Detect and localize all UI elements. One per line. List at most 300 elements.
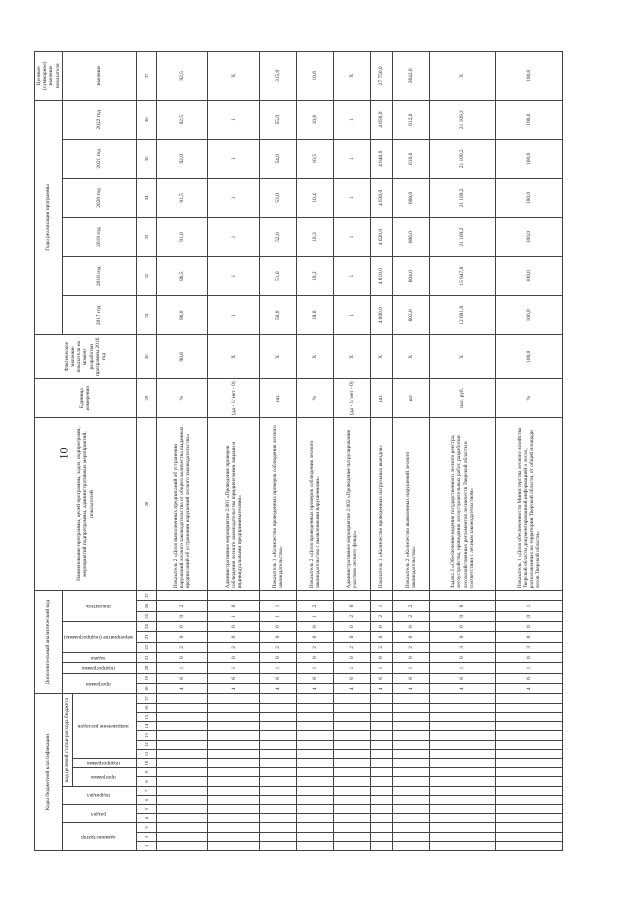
code-cell: 6 <box>208 673 260 683</box>
kbk-cell <box>156 749 208 758</box>
kbk-cell <box>260 786 297 795</box>
code-cell: 2 <box>392 601 429 611</box>
row-year-value: 100,0 <box>496 100 563 139</box>
year-2020-header: 2020 год <box>62 178 136 217</box>
kbk-cell <box>260 703 297 712</box>
kbk-cell <box>392 777 429 786</box>
row-name: Показатель 1 «Количество проведенных проверок соблюдения лесного законодательства» <box>260 418 297 591</box>
index-cell: 33 <box>136 218 156 257</box>
code-cell: 1 <box>370 601 392 611</box>
kbk-cell <box>156 768 208 777</box>
row-fact-value: Х <box>333 335 370 379</box>
kbk-cell <box>392 786 429 795</box>
code-cell: 0 <box>392 653 429 663</box>
code-cell: 3 <box>496 642 563 652</box>
kbk-cell <box>208 823 260 832</box>
kbk-cell <box>496 749 563 758</box>
index-cell: 36 <box>136 100 156 139</box>
kbk-cell <box>297 786 334 795</box>
kbk-cell <box>297 832 334 841</box>
code-cell: 1 <box>392 663 429 673</box>
kbk-cell <box>297 758 334 767</box>
kbk-cell <box>333 740 370 749</box>
code-cell: 4 <box>392 684 429 694</box>
code-cell: 4 <box>260 684 297 694</box>
kbk-cell <box>208 841 260 850</box>
index-cell: 37 <box>136 52 156 101</box>
kbk-cell <box>370 740 392 749</box>
kbk-cell <box>208 786 260 795</box>
index-cell: 15 <box>136 712 156 721</box>
kbk-cell <box>370 795 392 804</box>
kbk-cell <box>429 722 496 731</box>
row-target-value: 27 750,0 <box>370 52 392 101</box>
code-cell: 4 <box>333 684 370 694</box>
kbk-cell <box>297 749 334 758</box>
code-cell: 0 <box>429 653 496 663</box>
index-cell: 8 <box>136 777 156 786</box>
kbk-cell <box>156 740 208 749</box>
header-row-1 <box>35 52 63 851</box>
podprogramma-header: подпрограмма <box>73 758 137 767</box>
kbk-cell <box>333 814 370 823</box>
code-cell: 4 <box>496 684 563 694</box>
kbk-cell <box>156 814 208 823</box>
kbk-cell <box>496 777 563 786</box>
kbk-cell <box>429 814 496 823</box>
kbk-cell <box>333 786 370 795</box>
kbk-cell <box>333 832 370 841</box>
kbk-cell <box>370 731 392 740</box>
code-cell: 1 <box>260 663 297 673</box>
kbk-cell <box>297 768 334 777</box>
kbk-cell <box>260 758 297 767</box>
kbk-cell <box>496 814 563 823</box>
row-unit: (да - 1/ нет - 0) <box>208 379 260 418</box>
index-cell: 4 <box>136 814 156 823</box>
index-cell: 2 <box>136 832 156 841</box>
table-row <box>260 52 297 851</box>
kbk-cell <box>429 786 496 795</box>
row-year-value: 52,0 <box>260 218 297 257</box>
kbk-cell <box>496 841 563 850</box>
code-cell: 2 <box>392 611 429 621</box>
code-cell: 6 <box>260 673 297 683</box>
kbk-cell <box>156 795 208 804</box>
row-target-value: Х <box>208 52 260 101</box>
kbk-cell <box>333 758 370 767</box>
row-target-value: 92,5 <box>156 52 208 101</box>
code-cell: 0 <box>370 621 392 631</box>
kbk-cell <box>429 712 496 721</box>
table-row <box>156 52 208 851</box>
index-cell: 6 <box>136 795 156 804</box>
kbk-cell <box>392 758 429 767</box>
code-cell: 6 <box>429 673 496 683</box>
index-cell: 31 <box>136 296 156 335</box>
row-year-value: 53,0 <box>260 178 297 217</box>
index-cell: 3 <box>136 823 156 832</box>
code-cell <box>392 590 429 600</box>
kbk-cell <box>260 814 297 823</box>
code-cell: 0 <box>208 601 260 611</box>
table-row <box>429 52 496 851</box>
code-cell: 4 <box>297 684 334 694</box>
row-fact-value: Х <box>260 335 297 379</box>
row-year-value: 18,0 <box>297 296 334 335</box>
code-cell: 0 <box>208 621 260 631</box>
kbk-cell <box>156 841 208 850</box>
kbk-cell <box>297 823 334 832</box>
code-cell: 1 <box>260 611 297 621</box>
row-fact-value: Х <box>392 335 429 379</box>
index-cell: 28 <box>136 418 156 591</box>
napravlenie-header: направление расходов <box>73 694 137 759</box>
row-fact-value: Х <box>208 335 260 379</box>
index-cell: 7 <box>136 786 156 795</box>
kbk-cell <box>208 722 260 731</box>
kbk-cell <box>208 740 260 749</box>
code-cell: 6 <box>156 673 208 683</box>
code-cell: 2 <box>297 601 334 611</box>
kbk-cell <box>208 814 260 823</box>
row-unit: тыс. руб. <box>429 379 496 418</box>
kbk-cell <box>297 703 334 712</box>
kbk-cell <box>156 777 208 786</box>
kbk-cell <box>156 832 208 841</box>
kbk-cell <box>208 832 260 841</box>
code-cell: 0 <box>297 621 334 631</box>
code-cell: 1 <box>496 663 563 673</box>
kbk-cell <box>297 841 334 850</box>
kbk-cell <box>156 712 208 721</box>
kbk-cell <box>333 768 370 777</box>
index-row <box>136 52 156 851</box>
index-cell: 20 <box>136 663 156 673</box>
code-cell <box>208 590 260 600</box>
index-cell: 17 <box>136 694 156 703</box>
code-cell: 2 <box>297 642 334 652</box>
row-year-value: 100,0 <box>496 178 563 217</box>
code-cell: 2 <box>208 642 260 652</box>
kbk-cell <box>156 804 208 813</box>
index-cell: 19 <box>136 673 156 683</box>
row-year-value: 92,5 <box>156 100 208 139</box>
code-cell: 6 <box>496 673 563 683</box>
kbk-cell <box>429 731 496 740</box>
kbk-cell <box>496 823 563 832</box>
row-fact-value: 90,6 <box>156 335 208 379</box>
kbk-cell <box>208 758 260 767</box>
row-year-value: 1 <box>208 218 260 257</box>
kbk-cell <box>208 703 260 712</box>
kbk-cell <box>429 703 496 712</box>
dop-code-group-header: Дополнительный аналитический код <box>35 590 63 694</box>
code-cell: 0 <box>392 621 429 631</box>
kbk-cell <box>208 731 260 740</box>
index-cell: 23 <box>136 632 156 642</box>
row-unit: % <box>496 379 563 418</box>
fact-column-header: Фактическое значение показателя на момент разработки программы 2016 год <box>35 335 137 379</box>
code-cell: 1 <box>297 663 334 673</box>
kbk-cell <box>333 712 370 721</box>
row-year-value: 21 109,2 <box>429 139 496 178</box>
code-cell: 0 <box>333 632 370 642</box>
row-year-value: 608,0 <box>392 178 429 217</box>
rotated-sheet <box>34 51 554 851</box>
code-cell: 4 <box>370 684 392 694</box>
row-unit: (да - 1/ нет - 0) <box>333 379 370 418</box>
kbk-cell <box>208 804 260 813</box>
kbk-cell <box>392 694 429 703</box>
programma-header: программа <box>73 768 137 786</box>
row-name: Показатель 2 «Доля проведенных проверок соблюдения лесного законодательства с выявленными нарушениями» <box>297 418 334 591</box>
kbk-cell <box>297 804 334 813</box>
kbk-cell <box>370 722 392 731</box>
row-unit: шт. <box>370 379 392 418</box>
kbk-cell <box>333 703 370 712</box>
row-year-value: 51,0 <box>260 257 297 296</box>
row-year-value: 54,0 <box>260 139 297 178</box>
kbk-cell <box>260 832 297 841</box>
admin-header: администратор <box>62 823 136 851</box>
row-year-value: 606,0 <box>392 218 429 257</box>
row-unit: шт <box>392 379 429 418</box>
code-cell: 1 <box>370 663 392 673</box>
row-name: Показатель 1 «Количество проведенных патрульных выездов» <box>370 418 392 591</box>
code-cell <box>496 590 563 600</box>
row-name: Показатель 2 «Количество выявленных нарушений лесного законодательства» <box>392 418 429 591</box>
index-cell: 24 <box>136 621 156 631</box>
code-cell: 0 <box>297 653 334 663</box>
kbk-cell <box>429 841 496 850</box>
code-cell: 0 <box>208 632 260 642</box>
code-cell: 0 <box>260 632 297 642</box>
row-year-value: 100,0 <box>496 296 563 335</box>
row-year-value: 4 620,0 <box>370 218 392 257</box>
program-table <box>34 51 563 851</box>
row-target-value: 10,6 <box>297 52 334 101</box>
kbk-cell <box>370 758 392 767</box>
index-cell: 21 <box>136 653 156 663</box>
row-year-value: 12 691,8 <box>429 296 496 335</box>
row-year-value: 1 <box>333 218 370 257</box>
kbk-cell <box>297 795 334 804</box>
code-cell: 0 <box>496 632 563 642</box>
dop-zadacha-header: задача <box>62 653 136 663</box>
code-cell: 0 <box>496 611 563 621</box>
code-cell: 2 <box>333 611 370 621</box>
kbk-cell <box>392 731 429 740</box>
row-year-value: 1 <box>333 139 370 178</box>
kbk-cell <box>260 804 297 813</box>
row-year-value: 10,6 <box>297 100 334 139</box>
kbk-cell <box>156 823 208 832</box>
row-fact-value: Х <box>370 335 392 379</box>
dop-programma-header: программа <box>62 673 136 694</box>
kbk-cell <box>260 768 297 777</box>
kbk-cell <box>392 712 429 721</box>
row-year-value: 1 <box>333 100 370 139</box>
kbk-cell <box>370 768 392 777</box>
row-year-value: 21 109,2 <box>429 178 496 217</box>
dop-meropriyatie-header: мероприятие (подпрограммы) <box>62 621 136 652</box>
code-cell: 0 <box>496 621 563 631</box>
kbk-cell <box>370 703 392 712</box>
code-cell: 0 <box>156 611 208 621</box>
table-row <box>208 52 260 851</box>
code-cell: 0 <box>496 653 563 663</box>
row-fact-value: Х <box>297 335 334 379</box>
code-cell <box>333 590 370 600</box>
code-cell: 1 <box>156 663 208 673</box>
row-year-value: 90,0 <box>156 296 208 335</box>
kbk-cell <box>333 777 370 786</box>
row-unit: % <box>297 379 334 418</box>
kbk-cell <box>208 768 260 777</box>
index-cell: 11 <box>136 749 156 758</box>
kbk-cell <box>333 722 370 731</box>
kbk-cell <box>496 804 563 813</box>
row-fact-value: Х <box>429 335 496 379</box>
code-cell: 0 <box>429 611 496 621</box>
row-unit: шт. <box>260 379 297 418</box>
code-cell: 2 <box>156 601 208 611</box>
table-row <box>392 52 429 851</box>
code-cell: 0 <box>429 601 496 611</box>
dop-podprogramma-header: подпрограмма <box>62 663 136 673</box>
code-cell: 0 <box>370 632 392 642</box>
row-year-value: 610,0 <box>392 139 429 178</box>
years-group-header: Годы реализации программы <box>35 100 63 335</box>
code-cell: 0 <box>156 653 208 663</box>
row-year-value: 604,0 <box>392 257 429 296</box>
row-year-value: 602,0 <box>392 296 429 335</box>
kbk-cell <box>496 758 563 767</box>
kbk-cell <box>496 768 563 777</box>
row-name: Показатель 1 «Доля обеспеченности Министерства лесного хозяйства Тверской области документированной информацией о лесах, расположенных на территории Тверской области, от общей площади лесов Тверской области» <box>496 418 563 591</box>
kbk-cell <box>260 694 297 703</box>
row-target-value: Х <box>333 52 370 101</box>
kbk-cell <box>429 832 496 841</box>
row-year-value: 4 630,0 <box>370 178 392 217</box>
code-cell: 0 <box>156 621 208 631</box>
code-cell: 0 <box>333 621 370 631</box>
kbk-cell <box>392 795 429 804</box>
index-cell: 9 <box>136 768 156 777</box>
code-cell: 6 <box>370 673 392 683</box>
index-cell: 14 <box>136 722 156 731</box>
row-year-value: 1 <box>208 139 260 178</box>
kbk-cell <box>429 758 496 767</box>
kbk-cell <box>392 768 429 777</box>
code-cell: 1 <box>208 611 260 621</box>
kbk-cell <box>429 768 496 777</box>
row-year-value: 4 650,0 <box>370 100 392 139</box>
kbk-cell <box>260 731 297 740</box>
year-2018-header: 2018 год <box>62 257 136 296</box>
code-cell: 2 <box>392 642 429 652</box>
code-cell <box>260 590 297 600</box>
code-cell: 0 <box>370 653 392 663</box>
kbk-cell <box>156 703 208 712</box>
code-cell: 4 <box>208 684 260 694</box>
kbk-cell <box>496 703 563 712</box>
row-year-value: 1 <box>208 178 260 217</box>
page-number: 10 <box>56 447 71 460</box>
kbk-cell <box>392 722 429 731</box>
index-cell: 35 <box>136 139 156 178</box>
kbk-cell <box>392 703 429 712</box>
kbk-cell <box>370 814 392 823</box>
row-year-value: 10,4 <box>297 178 334 217</box>
row-year-value: 1 <box>333 178 370 217</box>
code-cell: 1 <box>496 601 563 611</box>
table-row <box>333 52 370 851</box>
index-cell: 10 <box>136 758 156 767</box>
kbk-cell <box>370 749 392 758</box>
row-year-value: 100,0 <box>496 139 563 178</box>
row-year-value: 1 <box>208 296 260 335</box>
kbk-cell <box>208 795 260 804</box>
kbk-cell <box>496 832 563 841</box>
kbk-cell <box>260 777 297 786</box>
row-name: Административное мероприятие 2.002 «Проведение патрулирования участков лесного фонда» <box>333 418 370 591</box>
kbk-cell <box>370 841 392 850</box>
kbk-cell <box>260 722 297 731</box>
code-cell: 1 <box>297 611 334 621</box>
kbk-cell <box>392 740 429 749</box>
code-cell: 0 <box>297 632 334 642</box>
row-year-value: 91,5 <box>156 178 208 217</box>
row-year-value: 100,0 <box>496 257 563 296</box>
kbk-cell <box>333 804 370 813</box>
code-cell: 0 <box>429 632 496 642</box>
row-year-value: 90,5 <box>156 257 208 296</box>
row-year-value: 612,0 <box>392 100 429 139</box>
index-cell: 16 <box>136 703 156 712</box>
kbk-cell <box>156 786 208 795</box>
row-target-value: 315,0 <box>260 52 297 101</box>
row-year-value: 55,0 <box>260 100 297 139</box>
kbk-cell <box>333 694 370 703</box>
kbk-cell <box>297 814 334 823</box>
row-year-value: 91,0 <box>156 218 208 257</box>
code-cell <box>156 590 208 600</box>
kbk-cell <box>333 731 370 740</box>
code-cell: 2 <box>370 642 392 652</box>
code-cell: 0 <box>333 601 370 611</box>
kbk-cell <box>392 749 429 758</box>
kbk-cell <box>260 795 297 804</box>
table-row <box>496 52 563 851</box>
code-cell: 0 <box>208 653 260 663</box>
target-value-header: значение <box>62 52 136 101</box>
kbk-cell <box>297 722 334 731</box>
row-year-value: 4 610,0 <box>370 257 392 296</box>
kbk-cell <box>208 777 260 786</box>
kbk-cell <box>429 694 496 703</box>
row-year-value: 100,0 <box>496 218 563 257</box>
kbk-cell <box>496 740 563 749</box>
kbk-cell <box>297 731 334 740</box>
row-name: Показатель 2 «Доля выполненных предписаний об устранении нарушений лесного законодательства от общего количества выданных предписаний об устранении нарушений лесного законодательства» <box>156 418 208 591</box>
row-target-value: 3642,0 <box>392 52 429 101</box>
row-name: Административное мероприятие 2.001 «Проведение проверок соблюдения лесного законодательства юридическими лицами и индивидуальными предпринимателями» <box>208 418 260 591</box>
index-cell: 22 <box>136 642 156 652</box>
code-cell <box>370 590 392 600</box>
index-cell: 25 <box>136 611 156 621</box>
